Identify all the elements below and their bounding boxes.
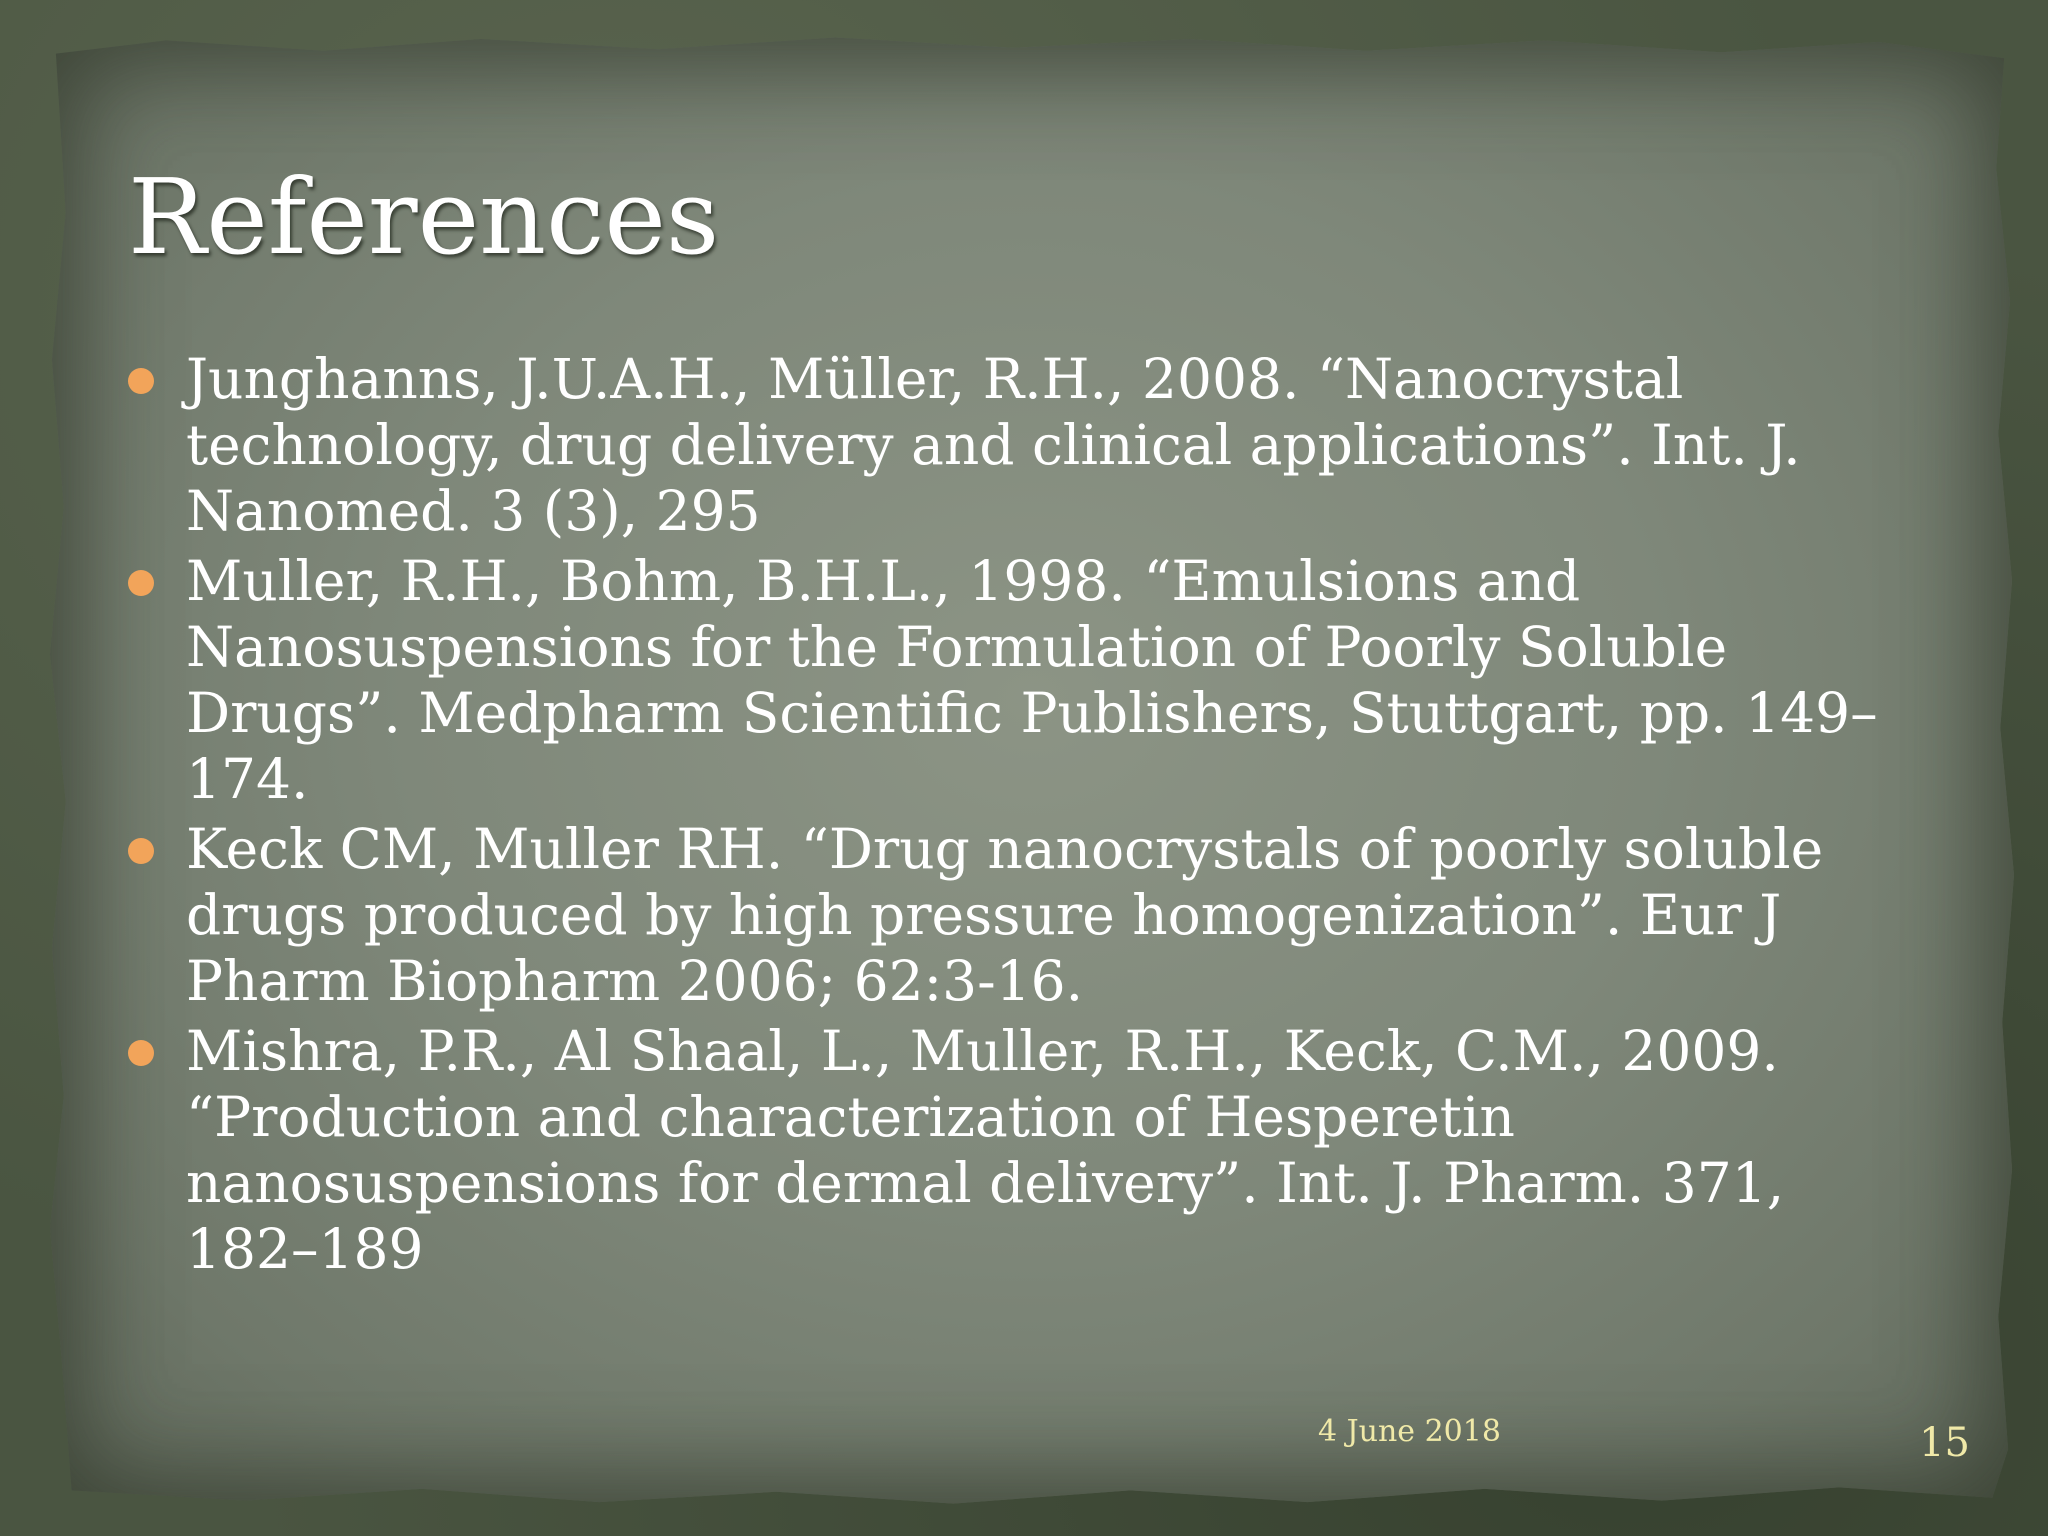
bullet-icon	[128, 368, 154, 394]
slide-title: References	[128, 156, 720, 278]
reference-text: Mishra, P.R., Al Shaal, L., Muller, R.H., Keck, C.M., 2009. “Production and characterization of Hesperetin nanosuspensions for dermal delivery”. Int. J. Pharm. 371, 182–189	[186, 1019, 1785, 1281]
reference-text: Muller, R.H., Bohm, B.H.L., 1998. “Emulsions and Nanosuspensions for the Formulation of Poorly Soluble Drugs”. Medpharm Scientific Publishers, Stuttgart, pp. 149–174.	[186, 549, 1878, 811]
reference-item	[128, 1018, 1928, 1282]
reference-item	[128, 346, 1928, 544]
reference-item	[128, 816, 1928, 1014]
reference-text: Keck CM, Muller RH. “Drug nanocrystals of poorly soluble drugs produced by high pressure homogenization”. Eur J Pharm Biopharm 2006; 62:3-16.	[186, 817, 1824, 1013]
page-number: 15	[1919, 1420, 1970, 1466]
reference-text: Junghanns, J.U.A.H., Müller, R.H., 2008. “Nanocrystal technology, drug delivery and clinical applications”. Int. J. Nanomed. 3 (3), 295	[186, 347, 1801, 543]
slide-date: 4 June 2018	[1318, 1414, 1501, 1449]
reference-list	[128, 346, 1928, 1286]
bullet-icon	[128, 1040, 154, 1066]
reference-item	[128, 548, 1928, 812]
bullet-icon	[128, 570, 154, 596]
bullet-icon	[128, 838, 154, 864]
